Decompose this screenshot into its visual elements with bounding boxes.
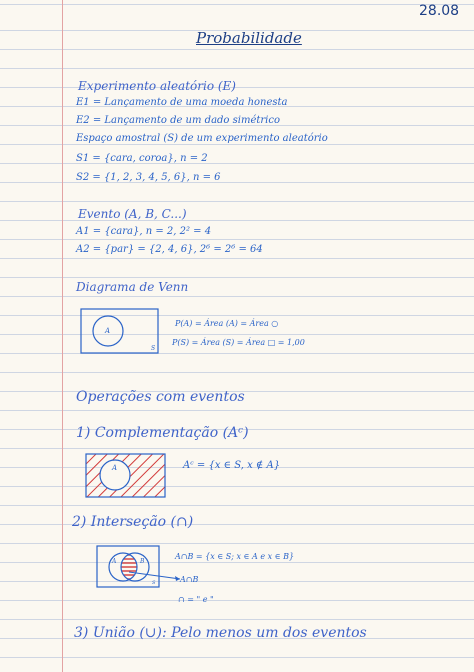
line-complement-def: Aᶜ = {x ∈ S, x ∉ A}	[183, 460, 281, 471]
intersection-s-label: S	[152, 580, 156, 586]
line-e2: E2 = Lançamento de um dado simétrico	[76, 115, 280, 126]
line-intersection-def: A∩B = {x ∈ S; x ∈ A e x ∈ B}	[175, 552, 295, 561]
line-p-s: P(S) = Área (S) = Área □ = 1,00	[172, 338, 305, 347]
venn-a-label: A	[105, 327, 111, 335]
line-a1: A1 = {cara}, n = 2, 2² = 4	[76, 226, 212, 237]
line-p-a: P(A) = Área (A) = Área ○	[175, 319, 279, 328]
heading-experimento: Experimento aleatório (E)	[78, 79, 236, 93]
venn-s-label: S	[151, 345, 156, 352]
heading-diagrama-venn: Diagrama de Venn	[76, 280, 189, 294]
heading-uniao: 3) União (∪): Pelo menos um dos eventos	[74, 625, 367, 641]
line-a2: A2 = {par} = {2, 4, 6}, 2⁶ = 2⁶ = 64	[76, 244, 263, 255]
intersection-diagram	[96, 545, 186, 591]
line-espaco-amostral: Espaço amostral (S) de um experimento aleatório	[76, 133, 328, 144]
line-e1: E1 = Lançamento de uma moeda honesta	[76, 97, 288, 108]
line-intersection-label: A∩B	[180, 575, 199, 584]
venn-diagram	[80, 308, 160, 356]
heading-evento: Evento (A, B, C...)	[78, 207, 187, 221]
intersection-arrow	[129, 572, 180, 579]
heading-operacoes: Operações com eventos	[76, 389, 245, 405]
line-intersection-note: ∩ = " e "	[178, 595, 214, 604]
margin-line	[62, 0, 63, 672]
heading-intersecao: 2) Interseção (∩)	[72, 514, 194, 530]
intersection-b-label: B	[140, 558, 145, 565]
line-s1: S1 = {cara, coroa}, n = 2	[76, 153, 208, 164]
date: 28.08	[419, 3, 460, 19]
intersection-a-label: A	[112, 558, 117, 565]
complement-diagram	[85, 453, 167, 499]
page-title: Probabilidade	[196, 29, 302, 47]
line-s2: S2 = {1, 2, 3, 4, 5, 6}, n = 6	[76, 172, 221, 183]
heading-complementacao: 1) Complementação (Aᶜ)	[76, 425, 249, 441]
complement-a-label: A	[112, 464, 118, 472]
